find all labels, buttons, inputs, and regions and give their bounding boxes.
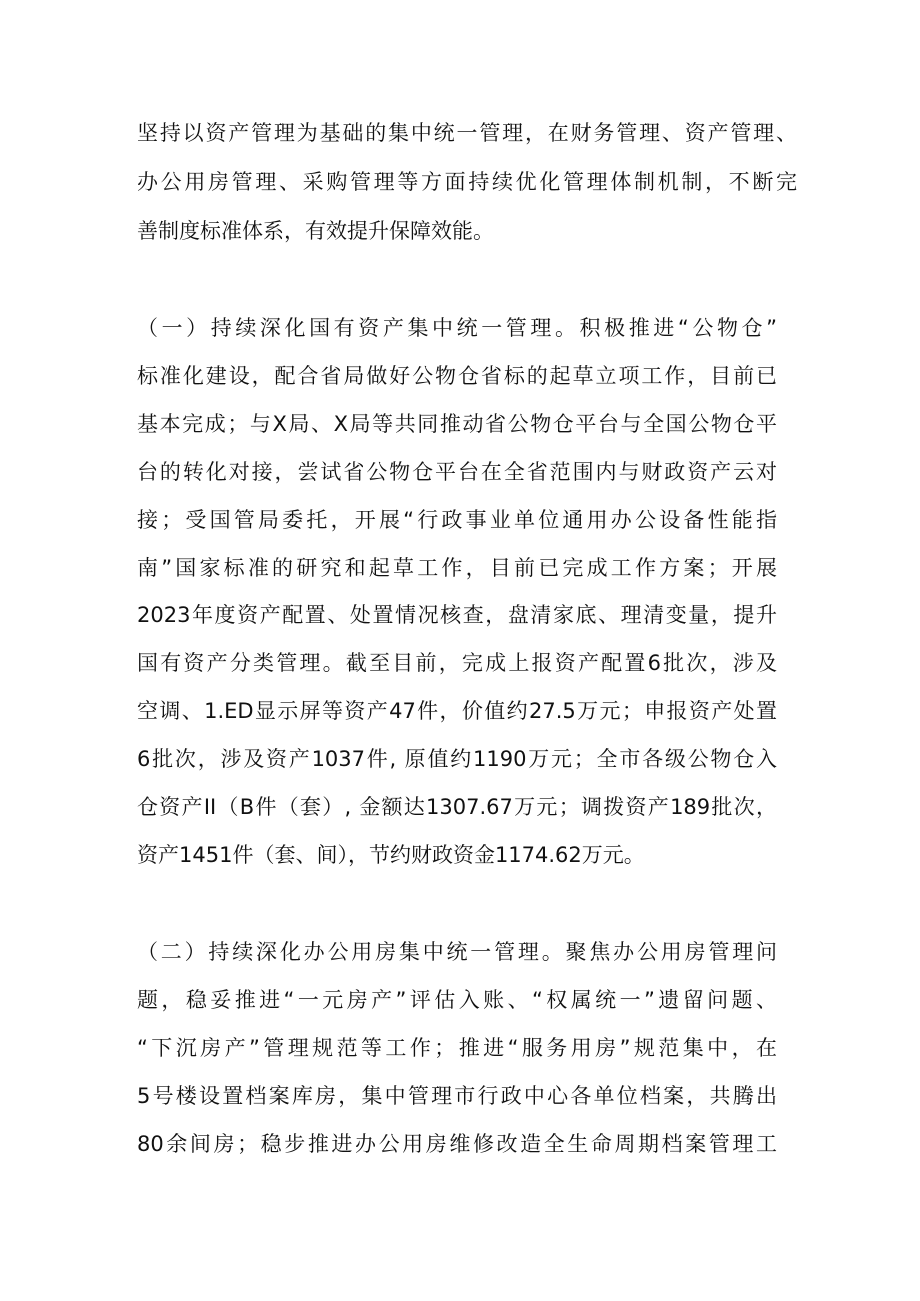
paragraph-2-line-1: （一）持续深化国有资产集中统一管理。积极推进“公物仓”: [137, 316, 777, 340]
paragraph-1-line-2: 办公用房管理、采购管理等方面持续优化管理体制机制，不断完: [137, 170, 797, 194]
paragraph-1-line-1: 坚持以资产管理为基础的集中统一管理，在财务管理、资产管理、: [137, 121, 797, 145]
paragraph-2-line-6: 南”国家标准的研究和起草工作，目前已完成工作方案；开展: [137, 556, 777, 580]
paragraph-2-line-5: 接；受国管局委托，开展“行政事业单位通用办公设备性能指: [137, 508, 777, 532]
paragraph-2-line-7: 2023年度资产配置、处置情况核查，盘清家底、理清变量，提升: [137, 603, 777, 627]
paragraph-2-line-3: 基本完成；与X局、X局等共同推动省公物仓平台与全国公物仓平: [137, 412, 777, 436]
paragraph-1-line-3: 善制度标准体系，有效提升保障效能。: [137, 219, 494, 243]
paragraph-2-line-11: 仓资产II（B件（套）, 金额达1307.67万元；调拨资产189批次，: [137, 795, 777, 819]
paragraph-2-line-8: 国有资产分类管理。截至目前，完成上报资产配置6批次，涉及: [137, 651, 777, 675]
paragraph-3-line-2: 题，稳妥推进“一元房产”评估入账、“权属统一”遗留问题、: [137, 988, 777, 1012]
paragraph-2-line-12: 资产1451件（套、间），节约财政资金1174.62万元。: [137, 843, 645, 867]
paragraph-2-line-9: 空调、1.ED显示屏等资产47件，价值约27.5万元；申报资产处置: [137, 699, 777, 723]
paragraph-3-line-5: 80余间房；稳步推进办公用房维修改造全生命周期档案管理工: [137, 1132, 777, 1156]
paragraph-2-line-2: 标准化建设，配合省局做好公物仓省标的起草立项工作，目前已: [137, 364, 777, 388]
paragraph-2-line-4: 台的转化对接，尝试省公物仓平台在全省范围内与财政资产云对: [137, 460, 777, 484]
paragraph-2-line-10: 6批次，涉及资产1037件, 原值约1190万元；全市各级公物仓入: [137, 747, 777, 771]
paragraph-3-line-1: （二）持续深化办公用房集中统一管理。聚焦办公用房管理问: [137, 940, 777, 964]
paragraph-3-line-3: “下沉房产”管理规范等工作；推进“服务用房”规范集中，在: [137, 1036, 777, 1060]
paragraph-3-line-4: 5号楼设置档案库房，集中管理市行政中心各单位档案，共腾出: [137, 1084, 777, 1108]
